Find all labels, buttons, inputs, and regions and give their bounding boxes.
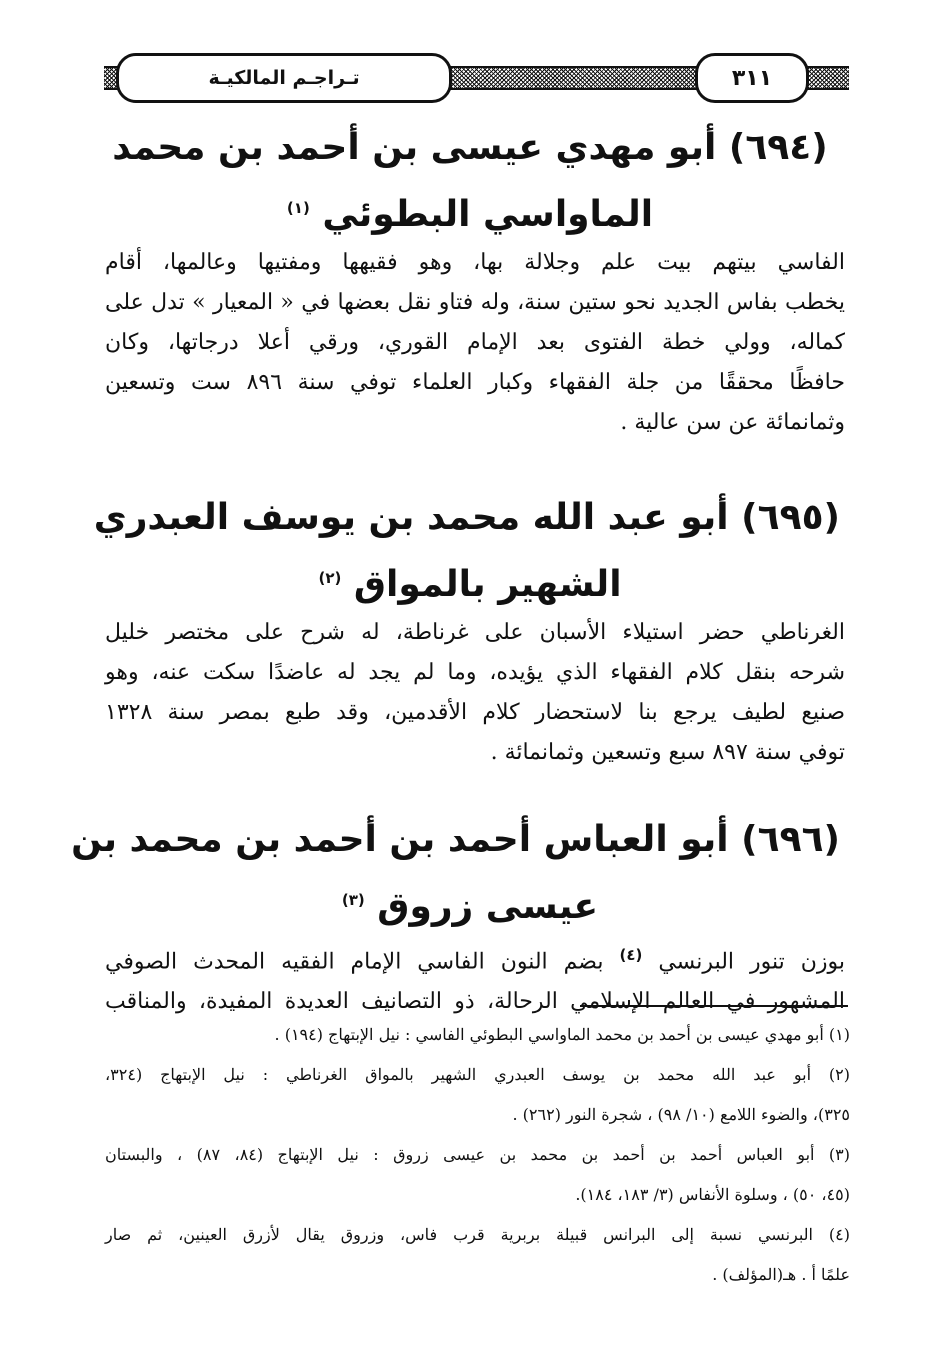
footnote-separator	[580, 1005, 848, 1007]
entry-694-body	[105, 243, 845, 443]
entry-695-body	[105, 613, 845, 773]
footnote-ref-1[interactable]: (١)	[286, 199, 310, 217]
running-title: تـراجـم المالكيـة	[116, 53, 452, 103]
entry-696-body-continue: بضم النون الفاسي الإمام الفقيه المحدث الصوفي	[105, 949, 604, 975]
footnote-line: (٢) أبو عبد الله محمد بن يوسف العبدري الشهير بالمواق الغرناطي : نيل الإبتهاج (٣٢٤،	[105, 1065, 851, 1084]
entry-694-heading-line-1: (٦٩٤) أبو مهدي عيسى بن أحمد بن محمد	[112, 127, 828, 168]
entry-695-heading	[93, 488, 840, 615]
entry-695-heading-line-1: (٦٩٥) أبو عبد الله محمد بن يوسف العبدري	[93, 497, 840, 538]
entry-696-body	[105, 935, 845, 1022]
entry-694-heading-line-2-text: الماواسي البطوئي	[322, 194, 654, 235]
footnotes	[105, 1015, 850, 1295]
footnote-line: ٣٢٥)، والضوء اللامع (١٠/ ٩٨) ، شجرة النور (٢٦٢) .	[512, 1105, 850, 1124]
entry-694-body-line: حافظًا محققًا من جلة الفقهاء وكبار العلماء توفي سنة ٨٩٦ ست وتسعين	[105, 370, 845, 395]
footnote-line: (٤) البرنسي نسبة إلى البرانس قبيلة بربرية قرب فاس، وزروق يقال لأزرق العينين، ثم صار	[105, 1225, 850, 1244]
footnote-4	[105, 1215, 850, 1295]
footnote-3	[105, 1135, 850, 1215]
footnote-ref-3[interactable]: (٣)	[341, 891, 365, 909]
entry-696-heading-line-2-text: عيسى زروق	[377, 886, 599, 927]
entry-695-heading-line-2-text: الشهير بالمواق	[353, 564, 622, 605]
footnote-line: (٣) أبو العباس أحمد بن أحمد بن محمد بن عيسى زروق : نيل الإبتهاج (٨٤، ٨٧) ، والبستان	[105, 1145, 850, 1164]
entry-696-heading	[71, 810, 840, 937]
entry-694-body-line: يخطب بفاس الجديد نحو ستين سنة، وله فتاو نقل بعضها في « المعيار » تدل على	[105, 290, 845, 315]
entry-696-body-line	[105, 935, 845, 982]
footnote-ref-2[interactable]: (٢)	[318, 569, 342, 587]
footnote-line: (١) أبو مهدي عيسى بن أحمد بن محمد الماواسي البطوئي الفاسي : نيل الإبتهاج (١٩٤) .	[274, 1025, 850, 1044]
page-number: ٣١١	[695, 53, 809, 103]
footnote-line: علمًا أ . هـ(المؤلف) .	[712, 1265, 850, 1284]
entry-696-heading-line-2	[100, 870, 840, 937]
entry-694-body-line: وثمانمائة عن سن عالية .	[620, 410, 845, 435]
entry-695-body-line: توفي سنة ٨٩٧ سبع وتسعين وثمانمائة .	[490, 740, 845, 765]
footnote-1	[105, 1015, 850, 1055]
entry-694-heading	[100, 118, 840, 245]
footnote-line: (٤٥، ٥٠) ، وسلوة الأنفاس (٣/ ١٨٣، ١٨٤).	[575, 1185, 850, 1204]
entry-695-body-line: صنيع لطيف يرجع بنا لاستحضار كلام الأقدمين، وقد طبع بمصر سنة ١٣٢٨	[105, 700, 845, 725]
running-header	[104, 50, 849, 104]
footnote-2	[105, 1055, 850, 1135]
footnote-ref-4[interactable]: (٤)	[619, 946, 643, 964]
entry-694-body-line: كماله، وولي خطة الفتوى بعد الإمام القوري، ورقي أعلا درجاتها، وكان	[105, 330, 845, 355]
entry-696-body-start: بوزن تنور البرنسي	[658, 949, 846, 975]
entry-694-heading-line-2	[100, 178, 840, 245]
entry-695-heading-line-2	[100, 548, 840, 615]
entry-696-heading-line-1: (٦٩٦) أبو العباس أحمد بن أحمد بن محمد بن	[71, 819, 840, 860]
entry-695-body-line: شرحه بنقل كلام الفقهاء الذي يؤيده، وما لم يجد له عاضدًا سكت عنه، وهو	[105, 660, 845, 685]
entry-695-body-line: الغرناطي حضر استيلاء الأسبان على غرناطة، له شرح على مختصر خليل	[105, 620, 845, 645]
entry-694-body-line: الفاسي بيتهم بيت علم وجلالة بها، وهو فقيهها ومفتيها وعالمها، أقام	[105, 250, 845, 275]
entry-696-body-line: المشهور في العالم الإسلامي الرحالة، ذو التصانيف العديدة المفيدة، والمناقب	[105, 989, 845, 1015]
